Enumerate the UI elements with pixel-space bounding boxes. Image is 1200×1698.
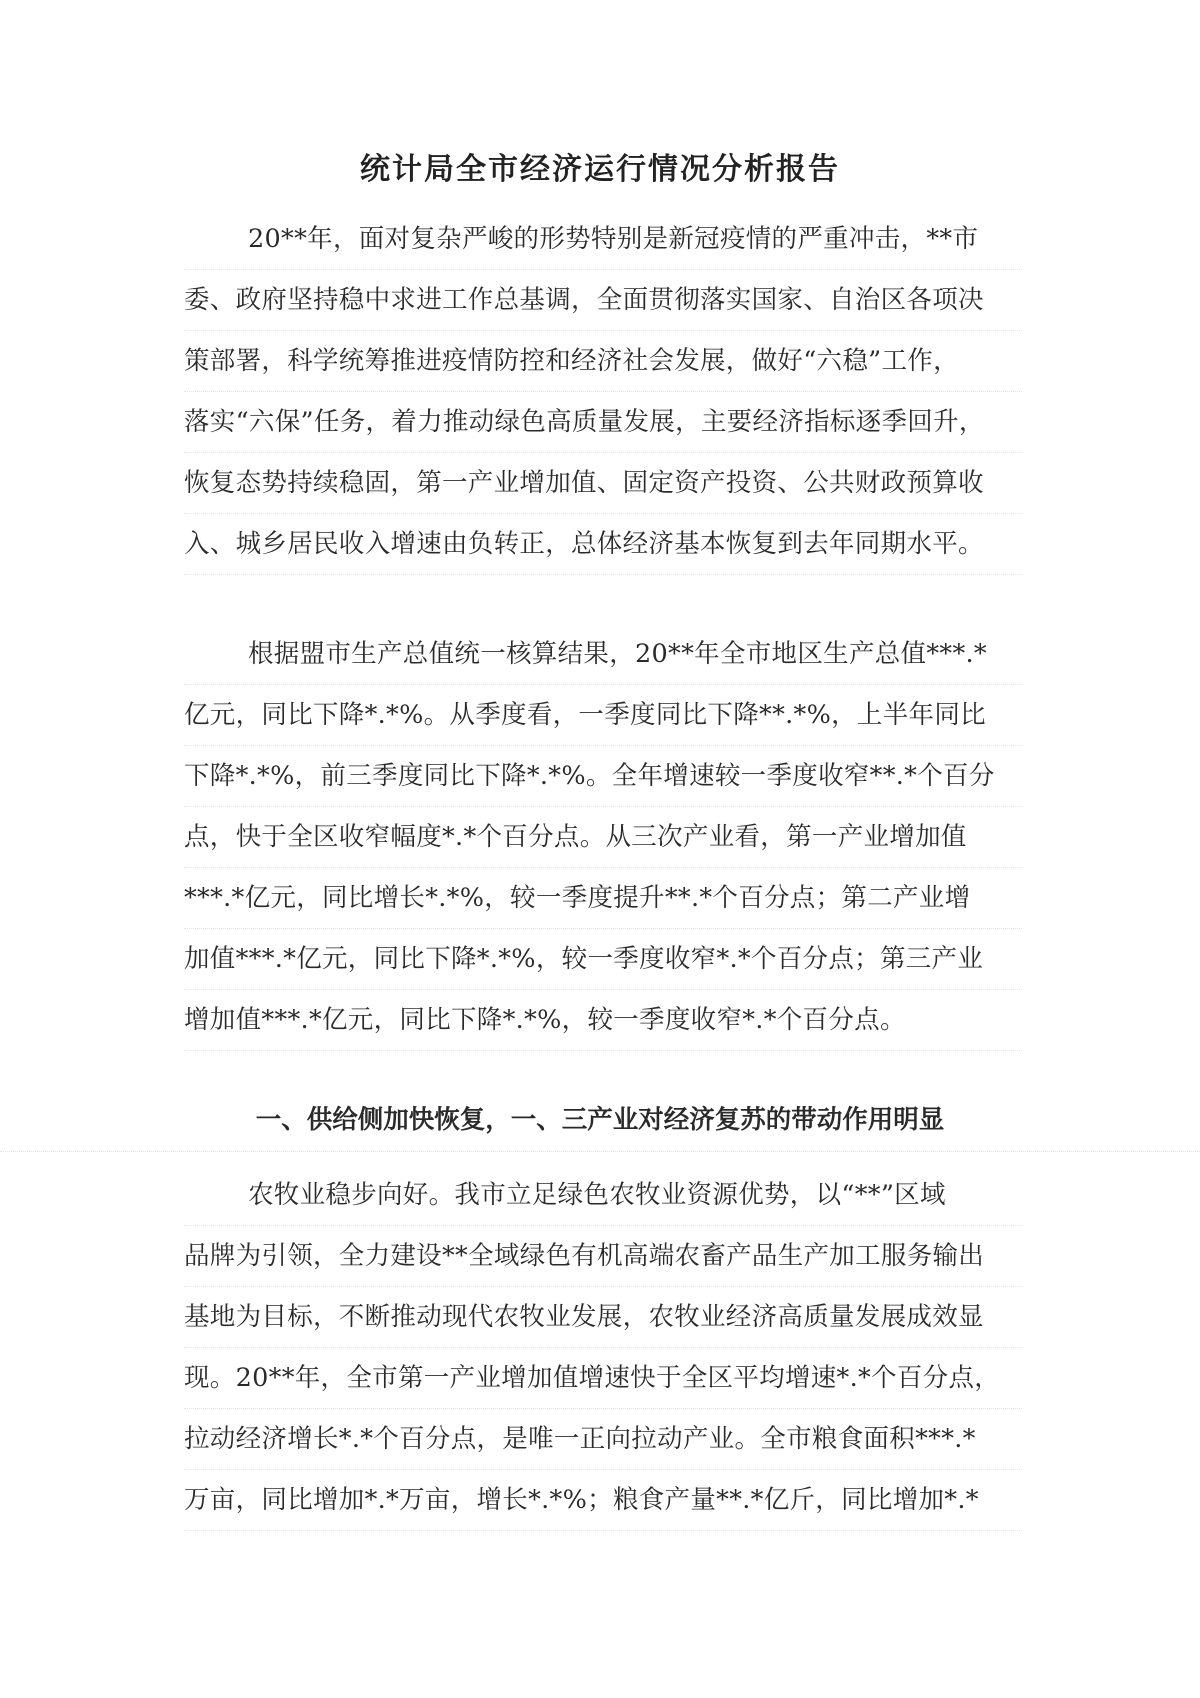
- document-title: 统计局全市经济运行情况分析报告: [360, 152, 840, 187]
- paragraph-line: 恢复态势持续稳固，第一产业增加值、固定资产投资、公共财政预算收: [184, 453, 1022, 514]
- paragraph-line: 根据盟市生产总值统一核算结果，20**年全市地区生产总值***.*: [184, 624, 1022, 685]
- paragraph-line: 落实“六保”任务，着力推动绿色高质量发展，主要经济指标逐季回升，: [184, 392, 1022, 453]
- paragraph-agriculture: [184, 1165, 1022, 1531]
- paragraph-line: 委、政府坚持稳中求进工作总基调，全面贯彻落实国家、自治区各项决: [184, 270, 1022, 331]
- paragraph-line: 农牧业稳步向好。我市立足绿色农牧业资源优势，以“**”区域: [184, 1165, 1022, 1226]
- paragraph-line: 品牌为引领，全力建设**全域绿色有机高端农畜产品生产加工服务输出: [184, 1226, 1022, 1287]
- paragraph-line: 万亩，同比增加*.*万亩，增长*.*%；粮食产量**.*亿斤，同比增加*.*: [184, 1470, 1022, 1531]
- paragraph-line: 20**年，面对复杂严峻的形势特别是新冠疫情的严重冲击，**市: [184, 209, 1022, 270]
- paragraph-line: 拉动经济增长*.*个百分点，是唯一正向拉动产业。全市粮食面积***.*: [184, 1409, 1022, 1470]
- section-heading: [0, 1090, 1200, 1152]
- paragraph-line: 入、城乡居民收入增速由负转正，总体经济基本恢复到去年同期水平。: [184, 514, 1022, 575]
- paragraph-line: 基地为目标，不断推动现代农牧业发展，农牧业经济高质量发展成效显: [184, 1287, 1022, 1348]
- paragraph-line: 亿元，同比下降*.*%。从季度看，一季度同比下降**.*%，上半年同比: [184, 685, 1022, 746]
- paragraph-line: 现。20**年，全市第一产业增加值增速快于全区平均增速*.*个百分点，: [184, 1348, 1022, 1409]
- paragraph-line: ***.*亿元，同比增长*.*%，较一季度提升**.*个百分点；第二产业增: [184, 868, 1022, 929]
- paragraph-line: 下降*.*%，前三季度同比下降*.*%。全年增速较一季度收窄**.*个百分: [184, 746, 1022, 807]
- paragraph-line: 加值***.*亿元，同比下降*.*%，较一季度收窄*.*个百分点；第三产业: [184, 929, 1022, 990]
- section-heading-text: 一、供给侧加快恢复，一、三产业对经济复苏的带动作用明显: [255, 1105, 945, 1135]
- paragraph-line: 点，快于全区收窄幅度*.*个百分点。从三次产业看，第一产业增加值: [184, 807, 1022, 868]
- paragraph-line: 策部署，科学统筹推进疫情防控和经济社会发展，做好“六稳”工作，: [184, 331, 1022, 392]
- paragraph-gdp: [184, 624, 1022, 1051]
- paragraph-line: 增加值***.*亿元，同比下降*.*%，较一季度收窄*.*个百分点。: [184, 990, 1022, 1051]
- paragraph-intro: [184, 209, 1022, 575]
